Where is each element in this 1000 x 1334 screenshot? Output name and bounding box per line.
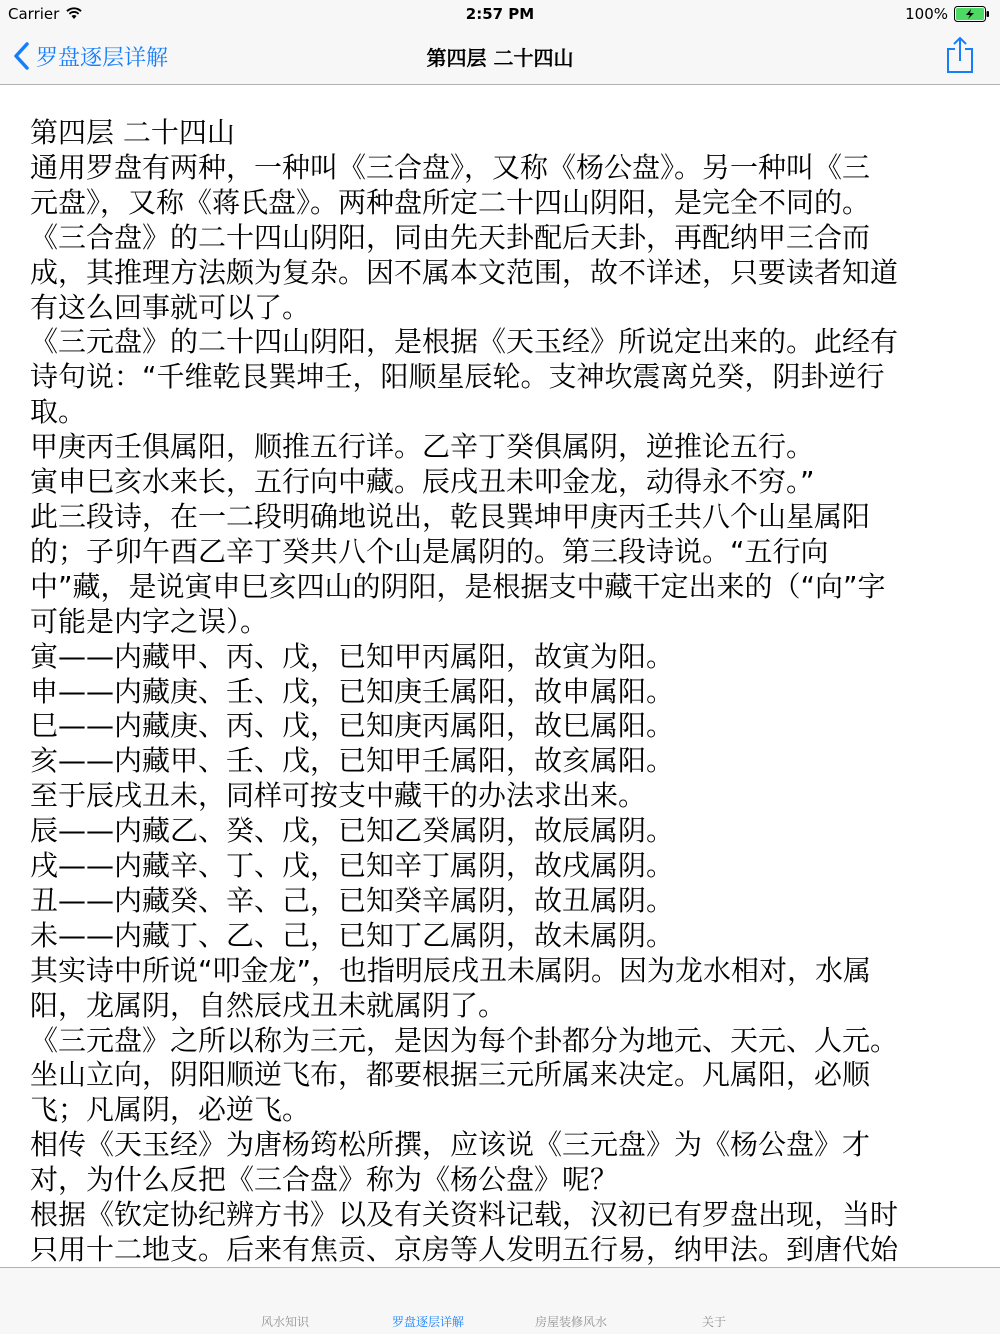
article-line: 戌——内藏辛、丁、戊，已知辛丁属阴，故戌属阴。 bbox=[30, 849, 675, 883]
article-line: 元盘》，又称《蒋氏盘》。两种盘所定二十四山阴阳，是完全不同的。 bbox=[30, 185, 871, 219]
article-line: 只用十二地支。后来有焦贡、京房等人发明五行易，纳甲法。到唐代始 bbox=[30, 1233, 899, 1266]
battery-percent: 100% bbox=[905, 5, 948, 23]
article-line: 坐山立向，阴阳顺逆飞布，都要根据三元所属来决定。凡属阳，必顺 bbox=[30, 1058, 871, 1092]
article-line: 有这么回事就可以了。 bbox=[30, 290, 311, 324]
article-line: 其实诗中所说“叩金龙”，也指明辰戌丑未属阴。因为龙水相对，水属 bbox=[30, 953, 872, 987]
battery-icon bbox=[954, 6, 990, 22]
article-line: 取。 bbox=[30, 395, 87, 429]
article-line: 成，其推理方法颇为复杂。因不属本文范围，故不详述，只要读者知道 bbox=[30, 255, 899, 289]
tab-home-decoration-fengshui[interactable]: 房屋装修风水 bbox=[534, 1315, 607, 1329]
carrier-label: Carrier bbox=[8, 5, 60, 23]
navigation-bar bbox=[0, 28, 1000, 85]
article-line: 巳——内藏庚、丙、戊，已知庚丙属阳，故巳属阳。 bbox=[30, 709, 675, 743]
article-line: 根据《钦定协纪辨方书》以及有关资料记载，汉初已有罗盘出现，当时 bbox=[30, 1198, 899, 1232]
article-line: 未——内藏丁、乙、己，已知丁乙属阴，故未属阴。 bbox=[30, 918, 675, 952]
article-line: 通用罗盘有两种，一种叫《三合盘》，又称《杨公盘》。另一种叫《三 bbox=[30, 150, 871, 184]
article-line: 可能是内字之误）。 bbox=[30, 604, 269, 638]
article-line: 亥——内藏甲、壬、戊，已知甲壬属阳，故亥属阳。 bbox=[30, 744, 675, 778]
article-line: 辰——内藏乙、癸、戊，已知乙癸属阴，故辰属阴。 bbox=[30, 814, 675, 848]
article-line: 诗句说：“千维乾艮巽坤壬，阳顺星辰轮。支神坎震离兑癸，阴卦逆行 bbox=[30, 360, 885, 394]
article-line: 飞；凡属阴，必逆飞。 bbox=[30, 1093, 311, 1127]
tab-fengshui-knowledge[interactable]: 风水知识 bbox=[260, 1315, 309, 1329]
article-line: 寅申巳亥水来长，五行向中藏。辰戌丑未叩金龙，动得永不穷。” bbox=[30, 465, 815, 499]
tab-about[interactable]: 关于 bbox=[701, 1315, 726, 1329]
article-line: 对，为什么反把《三合盘》称为《杨公盘》呢？ bbox=[30, 1163, 619, 1197]
article-line: 申——内藏庚、壬、戊，已知庚壬属阳，故申属阳。 bbox=[30, 674, 675, 708]
page-title: 第四层 二十四山 bbox=[426, 46, 574, 70]
article-line: 阳，龙属阴，自然辰戌丑未就属阴了。 bbox=[30, 988, 507, 1022]
article-line: 《三元盘》的二十四山阴阳，是根据《天玉经》所说定出来的。此经有 bbox=[30, 325, 899, 359]
article-line: 此三段诗，在一二段明确地说出，乾艮巽坤甲庚丙壬共八个山星属阳 bbox=[30, 499, 871, 533]
article-line: 甲庚丙壬俱属阳，顺推五行详。乙辛丁癸俱属阴，逆推论五行。 bbox=[30, 430, 815, 464]
status-bar bbox=[0, 0, 1000, 28]
tab-bar bbox=[0, 1267, 1000, 1334]
article-line: 《三元盘》之所以称为三元，是因为每个卦都分为地元、天元、人元。 bbox=[30, 1023, 899, 1057]
article-content[interactable] bbox=[30, 116, 980, 1268]
article-line: 相传《天玉经》为唐杨筠松所撰，应该说《三元盘》为《杨公盘》才 bbox=[30, 1128, 871, 1162]
status-time: 2:57 PM bbox=[465, 5, 535, 23]
article-line: 寅——内藏甲、丙、戊，已知甲丙属阳，故寅为阳。 bbox=[30, 639, 675, 673]
article-heading: 第四层 二十四山 bbox=[30, 116, 235, 149]
article-line: 丑——内藏癸、辛、己，已知癸辛属阴，故丑属阴。 bbox=[30, 883, 675, 917]
back-button-label: 罗盘逐层详解 bbox=[36, 45, 169, 71]
article-line: 至于辰戌丑未，同样可按支中藏干的办法求出来。 bbox=[30, 779, 647, 813]
article-line: 《三合盘》的二十四山阴阳，同由先天卦配后天卦，再配纳甲三合而 bbox=[30, 220, 871, 254]
article-body bbox=[30, 151, 980, 1268]
article-line: 中”藏，是说寅申巳亥四山的阴阳，是根据支中藏干定出来的（“向”字 bbox=[30, 569, 886, 603]
share-icon[interactable] bbox=[946, 36, 974, 74]
article-line: 的；子卯午酉乙辛丁癸共八个山是属阴的。第三段诗说。“五行向 bbox=[30, 534, 829, 568]
tab-compass-layers[interactable]: 罗盘逐层详解 bbox=[391, 1315, 464, 1329]
